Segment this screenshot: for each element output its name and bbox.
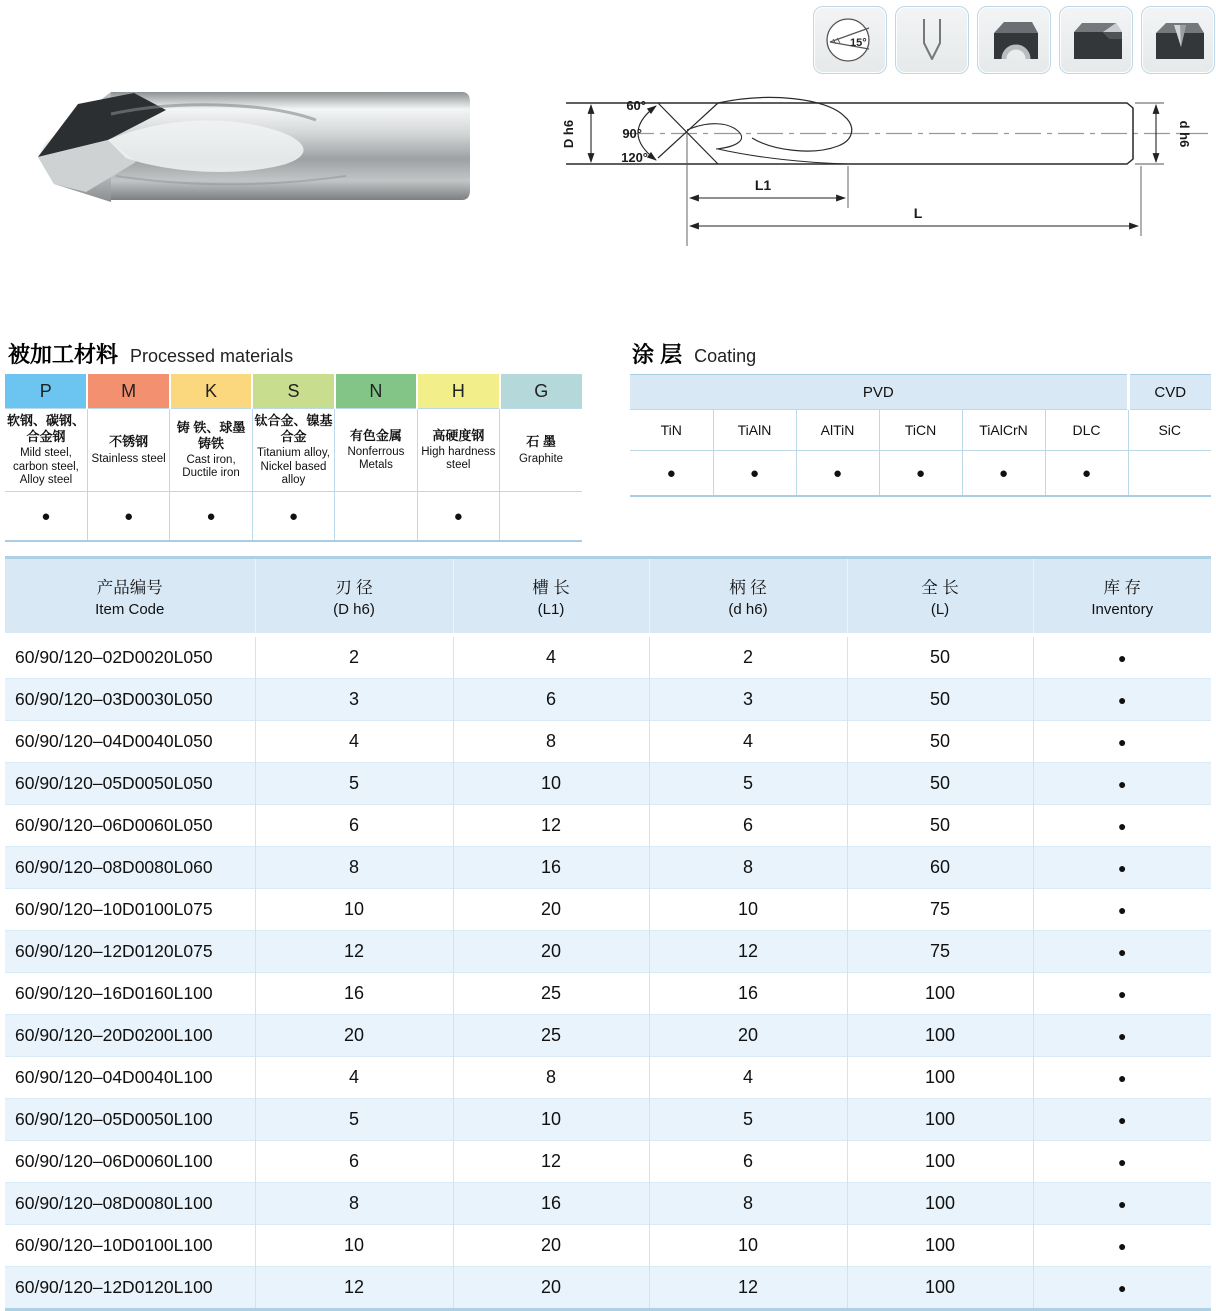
table-row <box>5 1267 1211 1310</box>
overall-length-cell: 60 <box>847 847 1033 889</box>
overall-length-cell: 75 <box>847 931 1033 973</box>
item-code-cell: 60/90/120–06D0060L050 <box>5 805 255 847</box>
material-description: 高硬度钢 High hardness steel <box>417 409 499 492</box>
material-dot-cell: ● <box>417 492 499 542</box>
shank-diameter-cell: 6 <box>649 1141 847 1183</box>
shank-diameter-cell: 16 <box>649 973 847 1015</box>
flute-length-cell: 20 <box>453 931 649 973</box>
flute-length-cell: 8 <box>453 721 649 763</box>
material-dot-cell: ● <box>87 492 169 542</box>
coating-table <box>630 374 1211 497</box>
column-header: 槽 长 (L1) <box>453 558 649 636</box>
material-description: 有色金属 Nonferrous Metals <box>335 409 417 492</box>
table-row <box>5 1099 1211 1141</box>
cutting-diameter-cell: 6 <box>255 805 453 847</box>
flute-length-cell: 4 <box>453 635 649 679</box>
cutting-diameter-cell: 12 <box>255 1267 453 1310</box>
cutting-diameter-cell: 5 <box>255 1099 453 1141</box>
overall-length-cell: 50 <box>847 679 1033 721</box>
materials-applicability-row <box>5 492 582 542</box>
shank-diameter-cell: 6 <box>649 805 847 847</box>
flute-length-cell: 20 <box>453 1267 649 1310</box>
material-dot-cell: ● <box>252 492 334 542</box>
overall-length-cell: 50 <box>847 805 1033 847</box>
overall-length-cell: 75 <box>847 889 1033 931</box>
cutting-diameter-cell: 16 <box>255 973 453 1015</box>
shank-diameter-cell: 5 <box>649 1099 847 1141</box>
cutting-diameter-cell: 2 <box>255 635 453 679</box>
materials-code-row <box>5 374 582 409</box>
table-row <box>5 973 1211 1015</box>
coating-type: TiCN <box>879 410 962 451</box>
table-row <box>5 1141 1211 1183</box>
cutting-diameter-cell: 3 <box>255 679 453 721</box>
material-group-N: N <box>335 374 417 409</box>
arch-groove-icon <box>977 6 1051 74</box>
inventory-cell: ● <box>1033 1015 1211 1057</box>
shank-diameter-cell: 10 <box>649 1225 847 1267</box>
coating-title-zh: 涂 层 <box>632 342 683 367</box>
item-code-cell: 60/90/120–12D0120L075 <box>5 931 255 973</box>
item-code-cell: 60/90/120–05D0050L050 <box>5 763 255 805</box>
flute-length-cell: 16 <box>453 847 649 889</box>
inventory-cell: ● <box>1033 847 1211 889</box>
materials-title-zh: 被加工材料 <box>8 342 119 367</box>
coating-type: TiN <box>630 410 713 451</box>
table-row <box>5 847 1211 889</box>
cutting-diameter-cell: 5 <box>255 763 453 805</box>
shank-diameter-cell: 20 <box>649 1015 847 1057</box>
product-photo <box>16 80 481 215</box>
flute-length-cell: 8 <box>453 1057 649 1099</box>
material-description: 石 墨 Graphite <box>500 409 582 492</box>
inventory-cell: ● <box>1033 679 1211 721</box>
table-row <box>5 1015 1211 1057</box>
table-row <box>5 931 1211 973</box>
item-code-cell: 60/90/120–12D0120L100 <box>5 1267 255 1310</box>
overall-length-cell: 100 <box>847 1183 1033 1225</box>
material-group-M: M <box>87 374 169 409</box>
item-code-cell: 60/90/120–10D0100L100 <box>5 1225 255 1267</box>
flute-length-cell: 25 <box>453 1015 649 1057</box>
overall-length-cell: 50 <box>847 635 1033 679</box>
item-code-cell: 60/90/120–16D0160L100 <box>5 973 255 1015</box>
cutting-diameter-cell: 10 <box>255 1225 453 1267</box>
column-header: 产品编号 Item Code <box>5 558 255 636</box>
svg-text:L1: L1 <box>754 177 772 193</box>
cutting-diameter-cell: 4 <box>255 721 453 763</box>
inventory-cell: ● <box>1033 931 1211 973</box>
table-row <box>5 679 1211 721</box>
cutting-diameter-cell: 8 <box>255 1183 453 1225</box>
flute-length-cell: 16 <box>453 1183 649 1225</box>
flute-length-cell: 6 <box>453 679 649 721</box>
v-groove-icon <box>1141 6 1215 74</box>
flute-length-cell: 12 <box>453 805 649 847</box>
shank-diameter-cell: 12 <box>649 1267 847 1310</box>
product-table <box>5 556 1211 1311</box>
shank-diameter-cell: 8 <box>649 847 847 889</box>
shank-diameter-cell: 10 <box>649 889 847 931</box>
cutting-diameter-cell: 4 <box>255 1057 453 1099</box>
materials-section-title <box>8 338 293 369</box>
coating-type: TiAlCrN <box>962 410 1045 451</box>
overall-length-cell: 100 <box>847 1057 1033 1099</box>
svg-text:L: L <box>913 205 923 221</box>
material-description: 钛合金、镍基合金 Titanium alloy, Nickel based alloy <box>252 409 334 492</box>
item-code-cell: 60/90/120–03D0030L050 <box>5 679 255 721</box>
svg-text:90°: 90° <box>622 126 642 141</box>
material-description: 软钢、碳钢、合金钢 Mild steel, carbon steel, Alloy steel <box>5 409 87 492</box>
table-row <box>5 1225 1211 1267</box>
shank-diameter-cell: 12 <box>649 931 847 973</box>
svg-text:15°: 15° <box>850 37 867 49</box>
item-code-cell: 60/90/120–08D0080L060 <box>5 847 255 889</box>
table-row <box>5 889 1211 931</box>
inventory-cell: ● <box>1033 721 1211 763</box>
materials-title-en: Processed materials <box>130 346 294 366</box>
coating-dot-cell: ● <box>962 451 1045 497</box>
materials-description-row <box>5 409 582 492</box>
product-table-header-row <box>5 558 1211 636</box>
item-code-cell: 60/90/120–06D0060L100 <box>5 1141 255 1183</box>
inventory-cell: ● <box>1033 1057 1211 1099</box>
shank-diameter-cell: 3 <box>649 679 847 721</box>
point-angle-15deg-icon <box>813 6 887 74</box>
coating-type-row <box>630 410 1211 451</box>
svg-text:120°: 120° <box>621 150 648 165</box>
table-row <box>5 1057 1211 1099</box>
table-row <box>5 763 1211 805</box>
material-description: 铸 铁、球墨铸铁 Cast iron, Ductile iron <box>170 409 252 492</box>
material-group-G: G <box>500 374 582 409</box>
cutting-diameter-cell: 10 <box>255 889 453 931</box>
inventory-cell: ● <box>1033 1141 1211 1183</box>
cutting-diameter-cell: 8 <box>255 847 453 889</box>
material-group-S: S <box>252 374 334 409</box>
coating-type: AlTiN <box>796 410 879 451</box>
coating-type: SiC <box>1128 410 1211 451</box>
svg-text:60°: 60° <box>626 98 646 113</box>
material-group-K: K <box>170 374 252 409</box>
overall-length-cell: 50 <box>847 763 1033 805</box>
overall-length-cell: 100 <box>847 973 1033 1015</box>
coating-type: TiAlN <box>713 410 796 451</box>
coating-applicability-row <box>630 451 1211 497</box>
inventory-cell: ● <box>1033 973 1211 1015</box>
inventory-cell: ● <box>1033 805 1211 847</box>
coating-group-CVD: CVD <box>1128 375 1211 410</box>
overall-length-cell: 100 <box>847 1015 1033 1057</box>
material-dot-cell <box>500 492 582 542</box>
table-row <box>5 805 1211 847</box>
table-row <box>5 1183 1211 1225</box>
material-description: 不锈钢 Stainless steel <box>87 409 169 492</box>
flute-length-cell: 25 <box>453 973 649 1015</box>
item-code-cell: 60/90/120–10D0100L075 <box>5 889 255 931</box>
item-code-cell: 60/90/120–05D0050L100 <box>5 1099 255 1141</box>
item-code-cell: 60/90/120–04D0040L100 <box>5 1057 255 1099</box>
coating-section-title <box>632 338 756 369</box>
material-group-H: H <box>417 374 499 409</box>
overall-length-cell: 100 <box>847 1267 1033 1310</box>
coating-group-PVD: PVD <box>630 375 1128 410</box>
shank-diameter-cell: 8 <box>649 1183 847 1225</box>
coating-dot-cell: ● <box>796 451 879 497</box>
flute-length-cell: 10 <box>453 763 649 805</box>
flute-length-cell: 20 <box>453 889 649 931</box>
coating-dot-cell: ● <box>630 451 713 497</box>
inventory-cell: ● <box>1033 1183 1211 1225</box>
coating-dot-cell: ● <box>713 451 796 497</box>
material-dot-cell: ● <box>170 492 252 542</box>
inventory-cell: ● <box>1118 649 1127 666</box>
overall-length-cell: 100 <box>847 1141 1033 1183</box>
coating-dot-cell <box>1128 451 1211 497</box>
flute-length-cell: 12 <box>453 1141 649 1183</box>
inventory-cell: ● <box>1033 763 1211 805</box>
svg-text:d h6: d h6 <box>1177 120 1192 148</box>
overall-length-cell: 50 <box>847 721 1033 763</box>
material-dot-cell <box>335 492 417 542</box>
inventory-cell: ● <box>1033 889 1211 931</box>
svg-text:D h6: D h6 <box>561 119 576 149</box>
inventory-cell: ● <box>1033 1267 1211 1310</box>
overall-length-cell: 100 <box>847 1099 1033 1141</box>
coating-group-row <box>630 375 1211 410</box>
column-header: 柄 径 (d h6) <box>649 558 847 636</box>
dimension-diagram <box>558 88 1214 250</box>
spot-drill-profile-icon <box>895 6 969 74</box>
chamfer-icon <box>1059 6 1133 74</box>
column-header: 库 存 Inventory <box>1033 558 1211 636</box>
material-group-P: P <box>5 374 87 409</box>
cutting-diameter-cell: 12 <box>255 931 453 973</box>
item-code-cell: 60/90/120–04D0040L050 <box>5 721 255 763</box>
shank-diameter-cell: 2 <box>649 635 847 679</box>
coating-type: DLC <box>1045 410 1128 451</box>
inventory-cell: ● <box>1033 1225 1211 1267</box>
material-dot-cell: ● <box>5 492 87 542</box>
item-code-cell: 60/90/120–02D0020L050 <box>5 635 255 679</box>
coating-dot-cell: ● <box>1045 451 1128 497</box>
cutting-diameter-cell: 6 <box>255 1141 453 1183</box>
coating-dot-cell: ● <box>879 451 962 497</box>
inventory-cell: ● <box>1033 1099 1211 1141</box>
cutting-diameter-cell: 20 <box>255 1015 453 1057</box>
shank-diameter-cell: 4 <box>649 1057 847 1099</box>
column-header: 全 长 (L) <box>847 558 1033 636</box>
overall-length-cell: 100 <box>847 1225 1033 1267</box>
processed-materials-table <box>5 374 582 542</box>
coating-title-en: Coating <box>694 346 757 366</box>
application-icons <box>813 6 1215 74</box>
shank-diameter-cell: 5 <box>649 763 847 805</box>
item-code-cell: 60/90/120–08D0080L100 <box>5 1183 255 1225</box>
table-row <box>5 635 1211 679</box>
item-code-cell: 60/90/120–20D0200L100 <box>5 1015 255 1057</box>
column-header: 刃 径 (D h6) <box>255 558 453 636</box>
shank-diameter-cell: 4 <box>649 721 847 763</box>
flute-length-cell: 20 <box>453 1225 649 1267</box>
flute-length-cell: 10 <box>453 1099 649 1141</box>
table-row <box>5 721 1211 763</box>
